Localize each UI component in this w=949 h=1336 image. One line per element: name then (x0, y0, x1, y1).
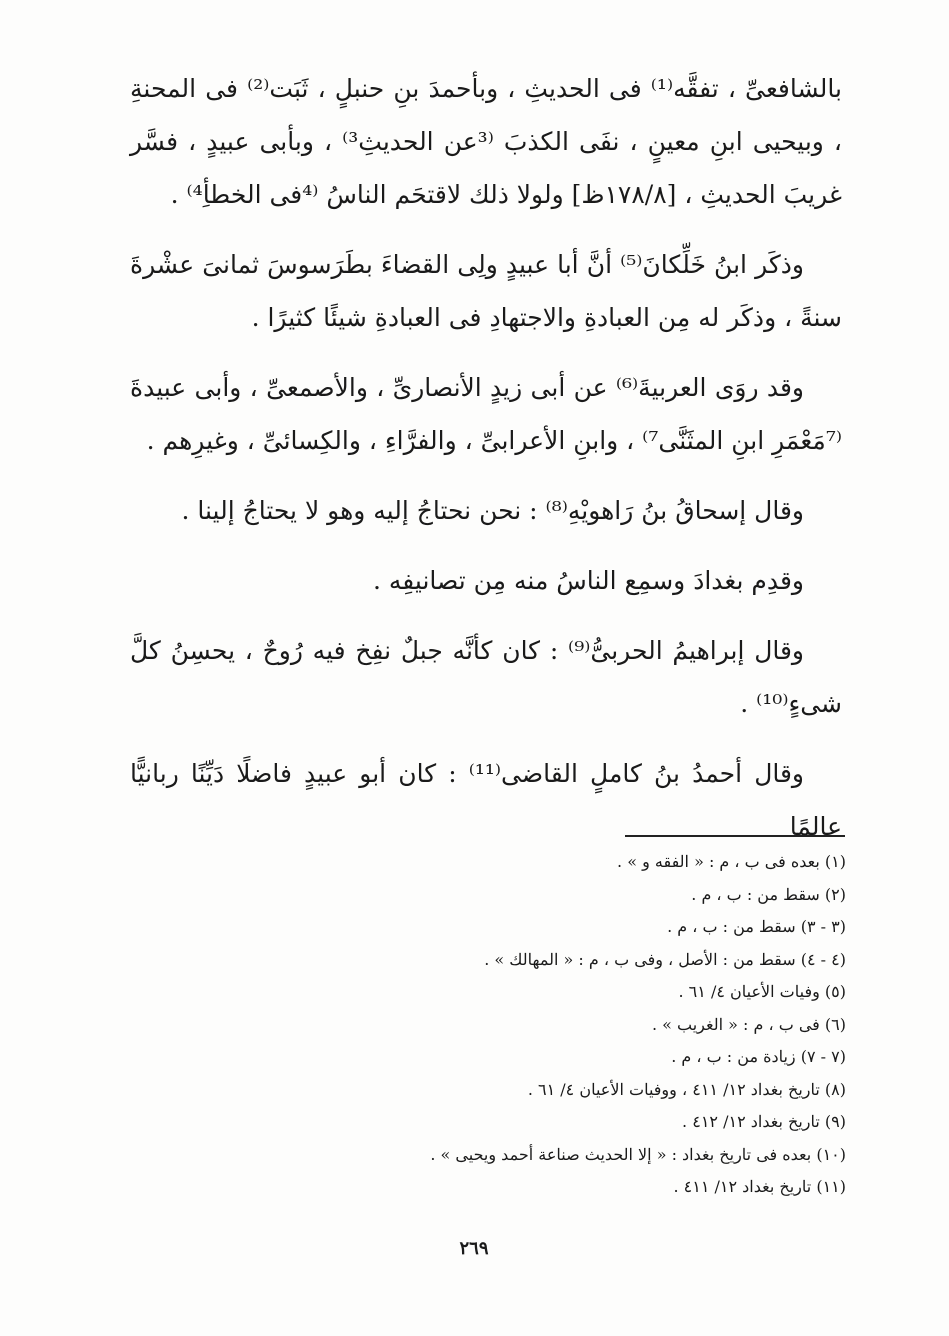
paragraph-7: وقال أحمدُ بنُ كاملٍ القاضى⁽¹¹⁾ : كان أبو عبيدٍ فاضلًا دَيِّنًا ربانيًّا عالمًا (130, 759, 842, 841)
footnote-8: (٨) تاريخ بغداد ١٢/ ٤١١ ، ووفيات الأعيان ٤/ ٦١ . (527, 1079, 846, 1099)
footnote-1: (١) بعده فى ب ، م : « الفقه و » . (617, 852, 846, 871)
paragraph-4: وقال إسحاقُ بنُ رَاهويْهِ⁽⁸⁾ : نحن نحتاجُ إليه وهو لا يحتاجُ إلينا . (181, 496, 804, 525)
paragraph-5: وقدِم بغدادَ وسمِع الناسُ منه مِن تصانيفِه . (372, 566, 804, 595)
footnote-9: (٩) تاريخ بغداد ١٢/ ٤١٢ . (682, 1112, 846, 1131)
page-number: ٢٦٩ (459, 1238, 489, 1259)
paragraph-6: وقال إبراهيمُ الحربىُّ⁽⁹⁾ : كان كأنَّه جبلٌ نفِخ فيه رُوحٌ ، يحسِنُ كلَّ شىءٍ⁽¹⁰⁾ . (130, 636, 842, 718)
main-text (130, 62, 842, 870)
footnote-3: (٣ - ٣) سقط من : ب ، م . (667, 917, 846, 936)
footnote-5: (٥) وفيات الأعيان ٤/ ٦١ . (678, 982, 846, 1001)
footnote-10: (١٠) بعده فى تاريخ بغداد : « إلا الحديث صناعة أحمد ويحيى » . (430, 1144, 846, 1164)
footnotes (200, 846, 846, 1204)
footnote-2: (٢) سقط من : ب ، م . (691, 884, 846, 904)
footnote-separator (625, 835, 845, 837)
footnote-11: (١١) تاريخ بغداد ١٢/ ٤١١ . (673, 1177, 846, 1196)
footnote-6: (٦) فى ب ، م : « الغريب » . (651, 1014, 846, 1034)
paragraph-3: وقد روَى العربيةَ⁽⁶⁾ عن أبى زيدٍ الأنصارىِّ ، والأصمعىِّ ، وأبى عبيدةَ ⁽⁷مَعْمَرِ ابنِ المثَنَّى⁷⁾ ، وابنِ الأعرابىِّ ، والفرَّاءِ ، والكِسائىِّ ، وغيرِهم . (130, 373, 842, 455)
footnote-7: (٧ - ٧) زيادة من : ب ، م . (671, 1047, 846, 1066)
paragraph-1: بالشافعىِّ ، تفقَّه⁽¹⁾ فى الحديثِ ، وبأحمدَ بنِ حنبلٍ ، ثَبَت⁽²⁾ فى المحنةِ ، وبيحيى ابنِ معينٍ ، نفَى الكذبَ ⁽³عن الحديثِ³⁾ ، وبأبى عبيدٍ ، فسَّر غريبَ الحديثِ ، [١٧٨/٨ظ] ولولا ذلك لاقتحَم الناسُ ⁽⁴فى الخطأِ⁴⁾ . (130, 74, 842, 209)
footnote-4: (٤ - ٤) سقط من : الأصل ، وفى ب ، م : « المهالك » . (484, 949, 846, 969)
paragraph-2: وذكَر ابنُ خَلِّكانَ⁽⁵⁾ أنَّ أبا عبيدٍ ولِى القضاءَ بطَرَسوسَ ثمانىَ عشْرةَ سنةً ، وذكَر له مِن العبادةِ والاجتهادِ فى العبادةِ شيئًا كثيرًا . (130, 250, 842, 332)
